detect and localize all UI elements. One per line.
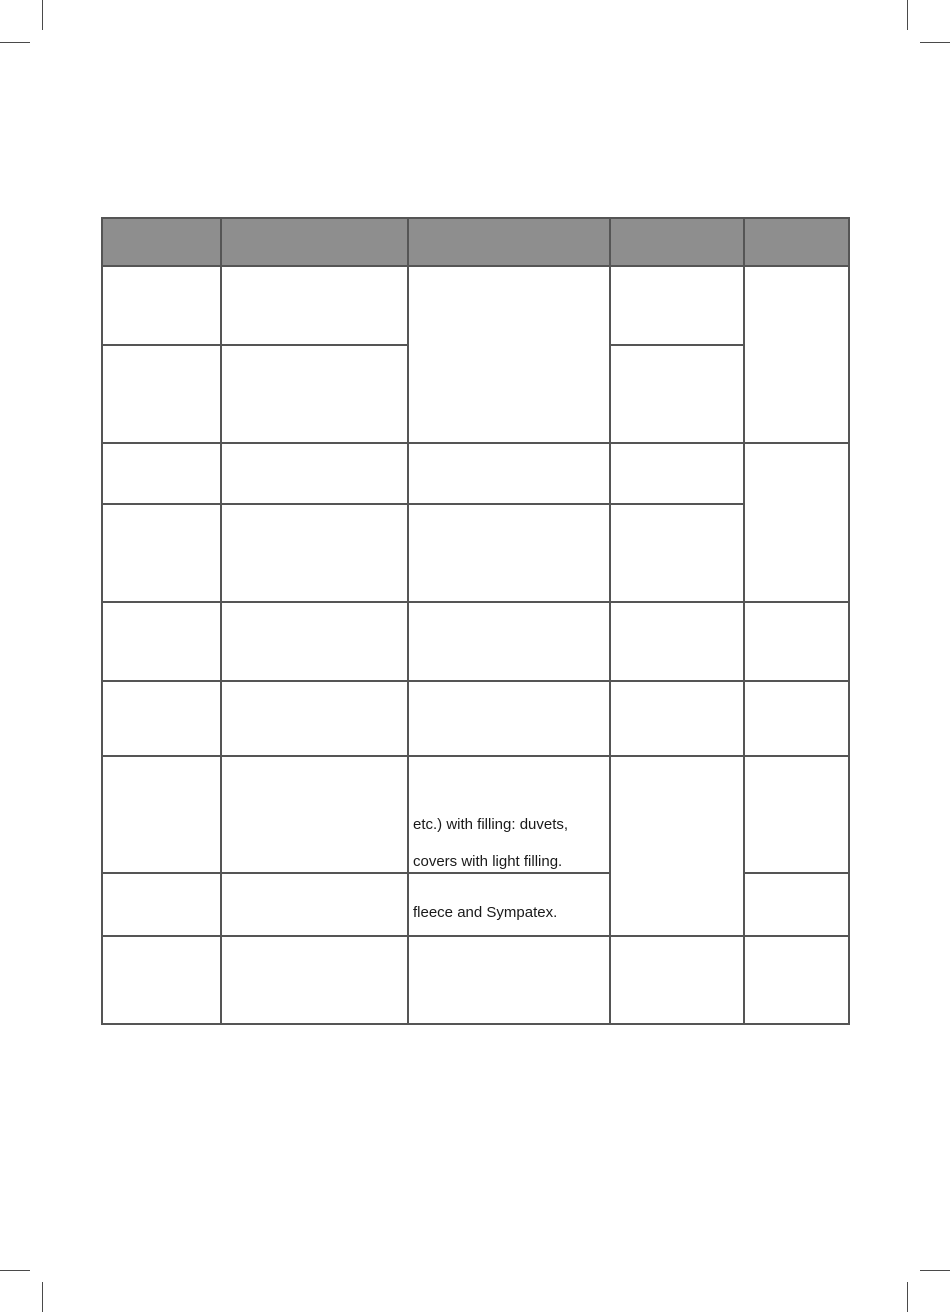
column-divider [609, 217, 611, 1025]
table-border-top [101, 217, 850, 219]
crop-mark-bottom-left-horizontal [0, 1270, 30, 1271]
row-divider [101, 755, 850, 757]
crop-mark-bottom-left-vertical [42, 1282, 43, 1312]
crop-mark-top-left-vertical [42, 0, 43, 30]
header-divider [101, 265, 850, 267]
crop-mark-bottom-right-horizontal [920, 1270, 950, 1271]
column-divider [407, 217, 409, 1025]
row-divider [101, 344, 408, 346]
row-divider [101, 935, 850, 937]
row-divider [743, 872, 850, 874]
care-table [101, 217, 850, 1025]
table-header-row [101, 217, 850, 266]
table-border-left [101, 217, 103, 1025]
column-divider [220, 217, 222, 1025]
row-divider [101, 503, 745, 505]
crop-mark-top-left-horizontal [0, 42, 30, 43]
row-divider [101, 442, 850, 444]
row-divider [609, 344, 745, 346]
cell-text-line: fleece and Sympatex. [413, 904, 558, 921]
crop-mark-bottom-right-vertical [907, 1282, 908, 1312]
table-border-right [848, 217, 850, 1025]
row-divider [101, 872, 610, 874]
column-divider [743, 217, 745, 1025]
cell-text-line: covers with light filling. [413, 853, 563, 870]
table-border-bottom [101, 1023, 850, 1025]
cell-text-line: etc.) with filling: duvets, [413, 816, 569, 833]
row-divider [101, 601, 850, 603]
row-divider [101, 680, 850, 682]
crop-mark-top-right-vertical [907, 0, 908, 30]
crop-mark-top-right-horizontal [920, 42, 950, 43]
